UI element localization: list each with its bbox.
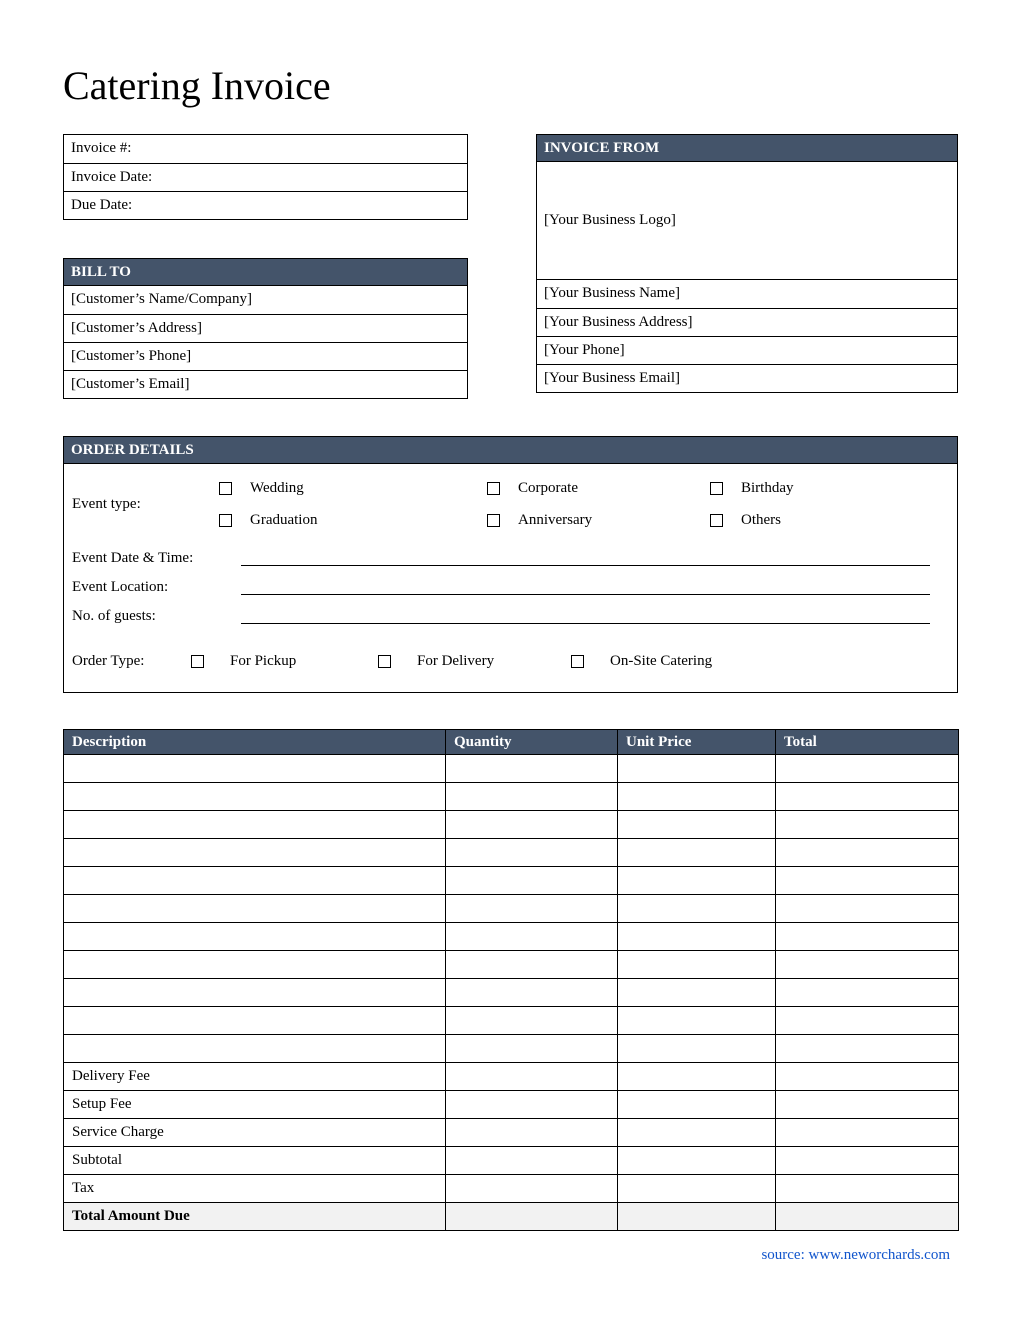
item-cell[interactable] (446, 1007, 618, 1035)
total-column-header: Total (776, 730, 959, 755)
item-row (64, 783, 959, 811)
setup-fee-row (64, 1091, 959, 1119)
item-row (64, 755, 959, 783)
tax-total-cell[interactable] (776, 1175, 959, 1203)
wedding-checkbox[interactable] (219, 482, 232, 495)
item-cell[interactable] (64, 1035, 446, 1063)
customer-address-placeholder: [Customer’s Address] (71, 320, 202, 336)
total-amount-due-row (64, 1203, 959, 1231)
item-cell[interactable] (776, 811, 959, 839)
customer-email-row[interactable] (64, 370, 467, 398)
left-column (63, 134, 468, 399)
invoice-number-row[interactable] (64, 135, 467, 163)
subtotal-row (64, 1147, 959, 1175)
item-row (64, 811, 959, 839)
item-cell[interactable] (618, 1035, 776, 1063)
invoice-meta-box (63, 134, 468, 220)
item-cell[interactable] (64, 951, 446, 979)
event-date-label: Event Date & Time: (72, 550, 194, 566)
others-label: Others (741, 511, 781, 528)
onsite-label: On-Site Catering (610, 652, 713, 669)
total-due-qty-cell[interactable] (446, 1203, 618, 1231)
bill-to-box (63, 258, 468, 399)
guests-label: No. of guests: (72, 608, 156, 624)
tax-price-cell[interactable] (618, 1175, 776, 1203)
delivery-checkbox[interactable] (378, 655, 391, 668)
subtotal-total-cell[interactable] (776, 1147, 959, 1175)
graduation-checkbox[interactable] (219, 514, 232, 527)
order-type-option-delivery (378, 653, 571, 670)
order-type-option-onsite (571, 653, 712, 670)
order-type-option-pickup (191, 653, 378, 670)
pickup-checkbox[interactable] (191, 655, 204, 668)
order-details-header: ORDER DETAILS (64, 437, 957, 464)
item-cell[interactable] (64, 895, 446, 923)
item-row (64, 1007, 959, 1035)
business-address-placeholder: [Your Business Address] (544, 314, 693, 330)
item-cell[interactable] (776, 1007, 959, 1035)
customer-email-placeholder: [Customer’s Email] (71, 376, 190, 392)
event-location-field (72, 573, 930, 602)
item-cell[interactable] (446, 839, 618, 867)
total-due-total-cell[interactable] (776, 1203, 959, 1231)
corporate-label: Corporate (518, 479, 578, 496)
business-logo-row[interactable] (537, 162, 957, 280)
anniversary-label: Anniversary (518, 511, 593, 528)
service-charge-label: Service Charge (64, 1119, 446, 1147)
unit-price-column-header: Unit Price (618, 730, 776, 755)
customer-address-row[interactable] (64, 314, 467, 342)
invoice-date-row[interactable] (64, 163, 467, 191)
item-cell[interactable] (776, 783, 959, 811)
item-cell[interactable] (776, 979, 959, 1007)
item-cell[interactable] (64, 755, 446, 783)
quantity-column-header: Quantity (446, 730, 618, 755)
item-cell[interactable] (618, 811, 776, 839)
item-cell[interactable] (618, 979, 776, 1007)
customer-name-placeholder: [Customer’s Name/Company] (71, 291, 252, 307)
business-email-row[interactable] (537, 364, 957, 392)
item-cell[interactable] (64, 839, 446, 867)
delivery-fee-total-cell[interactable] (776, 1063, 959, 1091)
event-location-input-line[interactable] (241, 573, 930, 595)
total-due-price-cell[interactable] (618, 1203, 776, 1231)
order-details-body (64, 464, 957, 692)
wedding-label: Wedding (250, 479, 304, 496)
tax-row (64, 1175, 959, 1203)
event-type-option-corporate (487, 472, 710, 504)
business-logo-placeholder: [Your Business Logo] (544, 212, 676, 228)
delivery-fee-label: Delivery Fee (64, 1063, 446, 1091)
delivery-label: For Delivery (417, 652, 495, 669)
item-cell[interactable] (776, 839, 959, 867)
item-cell[interactable] (446, 923, 618, 951)
bill-to-header: BILL TO (64, 259, 467, 286)
item-row (64, 923, 959, 951)
top-section (63, 134, 958, 399)
anniversary-checkbox[interactable] (487, 514, 500, 527)
pickup-label: For Pickup (230, 652, 297, 669)
subtotal-price-cell[interactable] (618, 1147, 776, 1175)
service-charge-total-cell[interactable] (776, 1119, 959, 1147)
right-column (536, 134, 958, 399)
invoice-from-box (536, 134, 958, 393)
item-cell[interactable] (446, 1035, 618, 1063)
items-table-header (64, 730, 959, 755)
item-cell[interactable] (618, 1007, 776, 1035)
business-name-placeholder: [Your Business Name] (544, 285, 680, 301)
item-cell[interactable] (446, 755, 618, 783)
event-date-field (72, 544, 930, 573)
item-cell[interactable] (64, 923, 446, 951)
service-charge-row (64, 1119, 959, 1147)
item-cell[interactable] (618, 895, 776, 923)
order-details-section (63, 436, 958, 693)
item-cell[interactable] (776, 923, 959, 951)
item-cell[interactable] (618, 755, 776, 783)
item-row (64, 951, 959, 979)
order-type-label: Order Type: (72, 652, 145, 669)
tax-qty-cell[interactable] (446, 1175, 618, 1203)
item-cell[interactable] (446, 895, 618, 923)
description-column-header: Description (64, 730, 446, 755)
due-date-label: Due Date: (71, 197, 133, 213)
business-address-row[interactable] (537, 308, 957, 336)
items-table (63, 729, 959, 1231)
due-date-row[interactable] (64, 191, 467, 219)
event-type-option-anniversary (487, 504, 710, 536)
guests-input-line[interactable] (241, 602, 930, 624)
invoice-date-label: Invoice Date: (71, 169, 153, 185)
corporate-checkbox[interactable] (487, 482, 500, 495)
guests-field (72, 602, 930, 631)
event-type-options (219, 472, 957, 536)
others-checkbox[interactable] (710, 514, 723, 527)
birthday-label: Birthday (741, 479, 794, 496)
item-cell[interactable] (776, 867, 959, 895)
item-cell[interactable] (446, 811, 618, 839)
invoice-from-header: INVOICE FROM (537, 135, 957, 162)
event-type-label: Event type: (72, 495, 141, 512)
page-title: Catering Invoice (63, 63, 331, 108)
item-cell[interactable] (64, 783, 446, 811)
event-fields (72, 544, 957, 631)
setup-fee-qty-cell[interactable] (446, 1091, 618, 1119)
event-location-label: Event Location: (72, 579, 169, 595)
item-row (64, 895, 959, 923)
invoice-number-label: Invoice #: (71, 140, 132, 156)
event-date-input-line[interactable] (241, 544, 930, 566)
item-cell[interactable] (64, 867, 446, 895)
item-cell[interactable] (618, 839, 776, 867)
item-cell[interactable] (64, 1007, 446, 1035)
birthday-checkbox[interactable] (710, 482, 723, 495)
event-type-option-wedding (219, 472, 487, 504)
business-name-row[interactable] (537, 280, 957, 308)
event-type-option-birthday (710, 472, 957, 504)
customer-name-row[interactable] (64, 286, 467, 314)
fees-table-body (64, 1063, 959, 1231)
customer-phone-row[interactable] (64, 342, 467, 370)
tax-label: Tax (64, 1175, 446, 1203)
event-type-block (72, 472, 957, 536)
service-charge-price-cell[interactable] (618, 1119, 776, 1147)
item-cell[interactable] (618, 867, 776, 895)
event-type-option-graduation (219, 504, 487, 536)
item-row (64, 867, 959, 895)
item-cell[interactable] (776, 951, 959, 979)
item-cell[interactable] (64, 811, 446, 839)
total-amount-due-label: Total Amount Due (64, 1203, 446, 1231)
graduation-label: Graduation (250, 511, 318, 528)
item-row (64, 1035, 959, 1063)
item-cell[interactable] (618, 783, 776, 811)
order-type-block (72, 646, 957, 676)
items-table-body (64, 755, 959, 1063)
source-link[interactable]: source: www.neworchards.com (761, 1247, 950, 1263)
item-cell[interactable] (446, 783, 618, 811)
setup-fee-total-cell[interactable] (776, 1091, 959, 1119)
business-phone-placeholder: [Your Phone] (544, 342, 625, 358)
delivery-fee-qty-cell[interactable] (446, 1063, 618, 1091)
customer-phone-placeholder: [Customer’s Phone] (71, 348, 192, 364)
subtotal-label: Subtotal (64, 1147, 446, 1175)
onsite-checkbox[interactable] (571, 655, 584, 668)
item-row (64, 839, 959, 867)
item-cell[interactable] (776, 895, 959, 923)
item-cell[interactable] (618, 923, 776, 951)
delivery-fee-row (64, 1063, 959, 1091)
item-cell[interactable] (776, 755, 959, 783)
subtotal-qty-cell[interactable] (446, 1147, 618, 1175)
business-phone-row[interactable] (537, 336, 957, 364)
item-cell[interactable] (446, 979, 618, 1007)
service-charge-qty-cell[interactable] (446, 1119, 618, 1147)
business-email-placeholder: [Your Business Email] (544, 370, 680, 386)
setup-fee-label: Setup Fee (64, 1091, 446, 1119)
setup-fee-price-cell[interactable] (618, 1091, 776, 1119)
item-row (64, 979, 959, 1007)
delivery-fee-price-cell[interactable] (618, 1063, 776, 1091)
item-cell[interactable] (618, 951, 776, 979)
item-cell[interactable] (64, 979, 446, 1007)
item-cell[interactable] (776, 1035, 959, 1063)
item-cell[interactable] (446, 951, 618, 979)
event-type-option-others (710, 504, 957, 536)
item-cell[interactable] (446, 867, 618, 895)
